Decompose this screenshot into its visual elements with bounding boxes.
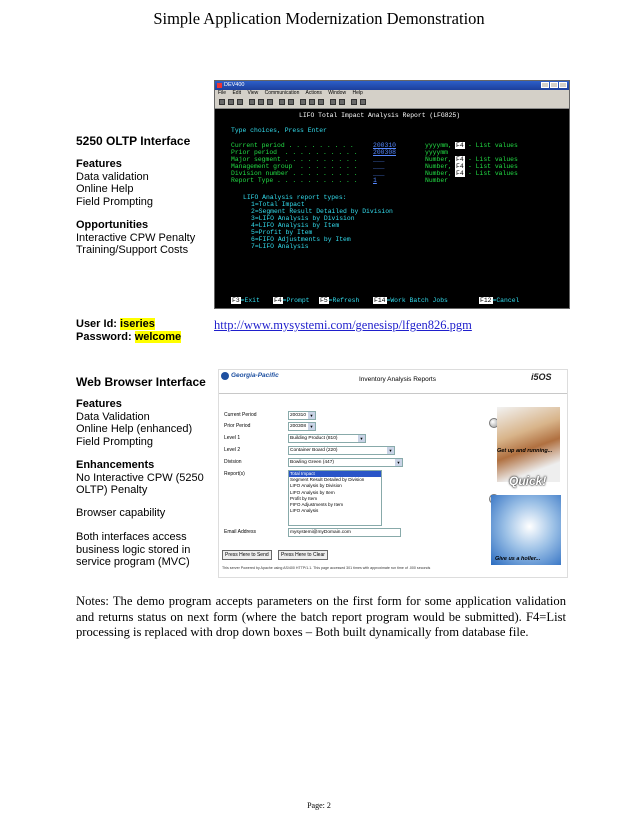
email-input[interactable]: mysystemi@myDomain.com [288,528,401,537]
toolbar-button-icon[interactable] [219,99,225,105]
document-title: Simple Application Modernization Demonstration [153,9,485,28]
web-capability: Browser capability [76,507,166,519]
current-period-label: Current Period [224,412,257,418]
fkey-text: =Work Batch Jobs [386,297,448,304]
field-label: Current period . . . . . . . . . [231,142,354,149]
level2-select[interactable] [288,446,395,455]
oltp-feature: Online Help [76,183,134,195]
menu-item-file[interactable]: File [218,90,227,96]
terminal-menu-bar [215,90,569,97]
web-mvc-note [76,531,190,569]
division-select[interactable] [288,458,403,467]
web-feature: Field Prompting [76,435,154,448]
level1-select[interactable] [288,434,366,443]
current-period-input[interactable]: 200310 [373,142,397,149]
toolbar-button-icon[interactable] [360,99,366,105]
prior-period-label: Prior Period [224,423,251,429]
report-option[interactable]: LIFO Analysis by Division [290,483,342,489]
report-types-heading: LIFO Analysis report types: [243,194,347,201]
fkey-label: F12 [480,297,492,304]
divider [219,393,567,394]
web-feature: Online Help (enhanced) [76,423,193,435]
field-label: Report Type . . . . . . . . . . . [231,177,358,184]
field-label: Major segment . . . . . . . . . . [231,156,358,163]
current-period-select[interactable] [288,411,316,420]
toolbar-button-icon[interactable] [351,99,357,105]
oltp-features-heading: Features [76,158,122,170]
web-feature: Data Validation [76,410,150,423]
toolbar-button-icon[interactable] [318,99,324,105]
fkey-prompt[interactable] [273,297,310,304]
web-enhancement: No Interactive CPW (5250 [76,471,204,484]
toolbar-button-icon[interactable] [267,99,273,105]
field-hint2: - List values [468,163,518,170]
report-option[interactable]: Profit by Item [290,495,318,501]
password-value: welcome [134,330,182,343]
fkey-label: F14 [374,297,386,304]
page-number: Page: 2 [307,801,331,810]
promo-photo-baby [491,495,561,565]
field-label: Prior period . . . . . . . . . . [231,149,358,156]
select-value: 200310 [290,413,307,418]
web-heading: Web Browser Interface [76,375,206,389]
fkey-text: =Prompt [282,297,310,304]
oltp-opportunity: Training/Support Costs [76,244,189,256]
fkey-text: =Exit [240,297,260,304]
fkey-work-batch-jobs[interactable] [373,297,448,304]
menu-item-window[interactable]: Window [328,90,347,96]
server-footer: This server Powered by Apache using AS/400 HTTP/1.1. This page accessed 301 times with approximate run time of .000 seconds [222,566,431,570]
user-id-label: User Id: [76,318,117,330]
demo-url-link[interactable]: http://www.mysystemi.com/genesisp/lfgen826.pgm [214,318,472,332]
fkey-label: F3 [232,297,240,304]
password-label: Password: [76,330,132,343]
mvc-line: service program (MVC) [76,556,190,568]
f4-key: F4 [456,142,464,149]
menu-item-communication[interactable]: Communication [264,90,300,96]
georgia-pacific-logo-icon [221,372,229,380]
select-value: Container Board (220) [290,448,338,453]
report-type-option: 6=FIFO Adjustments by Item [251,236,351,243]
minimize-icon[interactable] [541,82,549,88]
mvc-line: Both interfaces access [76,531,187,543]
select-value: Building Product (810) [290,436,338,441]
toolbar-button-icon[interactable] [330,99,336,105]
oltp-feature: Field Prompting [76,195,154,208]
oltp-opportunities-heading: Opportunities [76,219,149,231]
field-hint2: - List values [468,156,518,163]
mvc-line: business logic stored in [76,543,191,556]
field-hint2: - List values [468,170,518,177]
report-type-option: 2=Segment Result Detailed by Division [251,208,393,215]
field-hint: Number, [425,170,452,177]
menu-item-help[interactable]: Help [352,90,363,96]
logo-text: Georgia-Pacific [231,372,279,379]
web-features [76,398,192,448]
report-type-option: 4=LIFO Analysis by Item [251,222,340,229]
report-option[interactable]: LIFO Analysis by Item [290,489,335,495]
report-option[interactable]: FIFO Adjustments by Item [290,502,344,508]
select-value: Bowling Green (447) [290,460,334,465]
reports-listbox[interactable] [288,470,382,526]
toolbar-button-icon[interactable] [300,99,306,105]
terminal-window-title: DEV400 [224,82,245,88]
terminal-app-icon [217,83,222,88]
email-label: Email Address [224,529,256,535]
report-type-option: 5=Profit by Item [251,229,313,236]
field-hint: Number [425,177,449,184]
terminal-title-bar [215,81,569,90]
toolbar-button-icon[interactable] [237,99,243,105]
web-screenshot [218,369,568,578]
chevron-down-icon: ▼ [309,413,314,418]
oltp-opportunity: Interactive CPW Penalty [76,231,196,244]
major-segment-input[interactable]: ___ [373,156,385,163]
field-hint: Number, [425,156,452,163]
field-hint: yyyymm [425,149,449,156]
toolbar-button-icon[interactable] [228,99,234,105]
division-number-input[interactable]: ___ [373,170,385,177]
field-label: Management group . . . . . . . . [231,163,358,170]
fkey-exit[interactable] [231,297,260,304]
level2-label: Level 2 [224,447,241,453]
send-button[interactable]: Press Here to Send [222,550,272,560]
brand-logo-icon: i5OS [531,372,552,382]
fkey-text: =Cancel [492,297,520,304]
level1-label: Level 1 [224,435,241,441]
report-type-input[interactable]: 1 [373,177,377,184]
screen-instruction: Type choices, Press Enter [231,127,327,134]
menu-item-actions[interactable]: Actions [305,90,322,96]
toolbar-button-icon[interactable] [339,99,345,105]
menu-item-view[interactable]: View [247,90,259,96]
toolbar-button-icon[interactable] [249,99,255,105]
web-enhancements-heading: Enhancements [76,459,155,471]
oltp-opportunities [76,219,195,257]
chevron-down-icon: ▼ [309,424,314,429]
web-enhancements [76,459,204,497]
fkey-text: =Refresh [328,297,360,304]
user-id-line [76,318,181,331]
field-hint: Number, [425,163,452,170]
reports-label: Report(s) [224,471,245,477]
screen-title: LIFO Total Impact Analysis Report (LFG825) [299,112,461,119]
f4-key: F4 [456,156,464,163]
chevron-down-icon: ▼ [388,448,393,453]
menu-item-edit[interactable]: Edit [232,90,242,96]
promo-text-1: Get up and running... [497,448,553,454]
close-icon[interactable] [559,82,567,88]
terminal-screenshot [214,80,570,309]
fkey-label: F5 [320,297,328,304]
select-value: 200308 [290,424,307,429]
login-info [76,318,181,343]
oltp-features [76,158,153,208]
prior-period-select[interactable] [288,422,316,431]
promo-text-2: Give us a holler... [495,556,541,562]
promo-photo-woman [497,407,560,482]
toolbar-button-icon[interactable] [279,99,285,105]
notes-paragraph: Notes: The demo program accepts parameters on the first form for some application validation and returns status on next form (where the batch report program would be submitted). F4=List processing is replaced with drop down boxes – Both built dynamically from database file. [76,594,566,639]
management-group-input[interactable]: ___ [373,163,385,170]
fkey-label: F4 [274,297,282,304]
report-type-option: 3=LIFO Analysis by Division [251,215,355,222]
prior-period-input[interactable]: 200308 [373,149,397,156]
terminal-toolbar [215,97,569,109]
field-hint2: - List values [468,142,518,149]
toolbar-button-icon[interactable] [258,99,264,105]
report-option-selected[interactable]: Total Impact [289,471,381,477]
field-label: Division number . . . . . . . . . [231,170,358,177]
clear-button[interactable]: Press Here to Clear [278,550,328,560]
web-features-heading: Features [76,398,122,410]
division-label: Division [224,459,242,465]
report-option[interactable]: LIFO Analysis [290,508,319,514]
fkey-refresh[interactable] [319,297,359,304]
maximize-icon[interactable] [550,82,558,88]
toolbar-button-icon[interactable] [309,99,315,105]
terminal-screen [215,109,569,308]
promo-quick: Quick! [509,474,547,488]
toolbar-button-icon[interactable] [288,99,294,105]
web-page-title: Inventory Analysis Reports [359,376,436,383]
fkey-cancel[interactable] [479,297,519,304]
web-enhancement: OLTP) Penalty [76,484,148,496]
report-option[interactable]: Segment Result Detailed by Division [290,477,365,483]
report-type-option: 7=LIFO Analysis [251,243,309,250]
report-type-option: 1=Total Impact [251,201,305,208]
password-line [76,331,181,344]
oltp-feature: Data validation [76,170,149,183]
user-id-value: iseries [120,318,155,330]
field-hint: yyyymm, [425,142,452,149]
chevron-down-icon: ▼ [359,436,364,441]
chevron-down-icon: ▼ [396,460,401,465]
oltp-heading: 5250 OLTP Interface [76,134,191,148]
f4-key: F4 [456,163,464,170]
f4-key: F4 [456,170,464,177]
